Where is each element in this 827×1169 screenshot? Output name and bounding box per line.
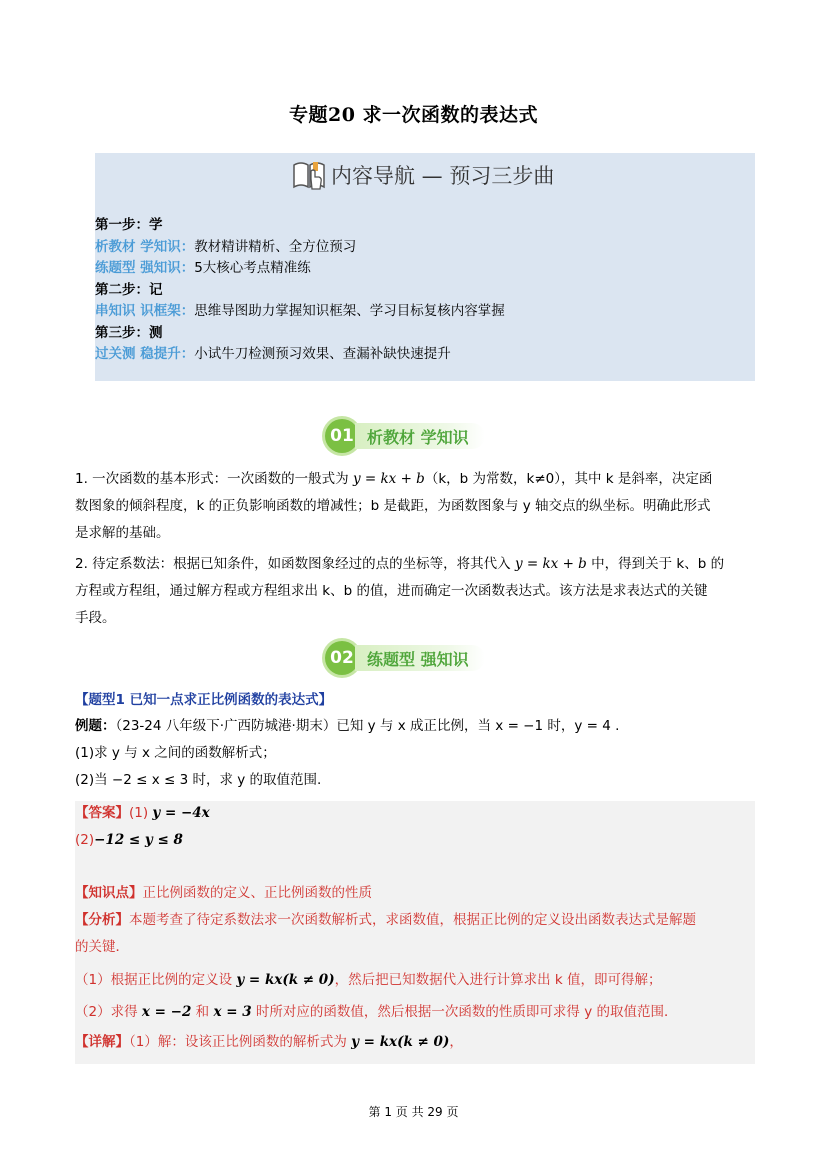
analysis-formula: x = 3	[213, 1004, 252, 1020]
section-badge-02	[325, 641, 485, 675]
navigation-header	[291, 157, 554, 193]
answer-formula: y = −4x	[152, 805, 210, 821]
section-number: 01	[325, 419, 359, 453]
section-number: 02	[325, 641, 359, 675]
formula: y = kx + b	[514, 556, 587, 572]
navigation-list	[95, 215, 505, 366]
analysis-line-2: 的关键．	[75, 939, 129, 955]
step-1-heading: 第一步：学	[95, 217, 163, 233]
page-title: 专题20 求一次函数的表达式	[288, 104, 539, 126]
step-2-item: 串知识 识框架：思维导图助力掌握知识框架、学习目标复核内容掌握	[95, 303, 505, 319]
page-footer: 第 1 页 共 29 页	[368, 1105, 459, 1119]
example-line-3: (2)当 −2 ≤ x ≤ 3 时，求 y 的取值范围.	[75, 772, 322, 788]
answer-box	[75, 801, 755, 1064]
section-badge-01	[325, 419, 485, 453]
answer-formula: −12 ≤ y ≤ 8	[94, 832, 183, 848]
knowledge-point-1: 1. 一次函数的基本形式：一次函数的一般式为 y = kx + b（k，b 为常数，k≠0），其中 k 是斜率，决定函 数图象的倾斜程度，k 的正负影响函数的增减性；b 是截距，为函数图象与 y 轴交点的纵坐标。明确此形式 是求解的基础。	[75, 471, 713, 541]
analysis-formula: y = kx(k ≠ 0)	[236, 972, 335, 988]
navigation-header-text: 内容导航 — 预习三步曲	[331, 164, 555, 188]
section-label: 析教材 学知识	[355, 423, 485, 449]
question-type-title: 【题型1 已知一点求正比例函数的表达式】	[75, 692, 333, 708]
step-1-item: 练题型 强知识：5大核心考点精准练	[95, 260, 311, 276]
analysis-line-1: 【分析】本题考查了待定系数法求一次函数解析式，求函数值，根据正比例的定义设出函数表达式是解题	[75, 912, 696, 928]
step-1-item: 析教材 学知识：教材精讲精析、全方位预习	[95, 238, 357, 255]
example-line-2: (1)求 y 与 x 之间的函数解析式；	[75, 745, 276, 761]
analysis-formula: x = −2	[141, 1004, 192, 1020]
knowledge-point-2: 2. 待定系数法：根据已知条件，如函数图象经过的点的坐标等，将其代入 y = kx + b 中，得到关于 k、b 的 方程或方程组，通过解方程或方程组求出 k、b 的值，进而确定一次函数表达式。该方法是求表达式的关键 手段。	[75, 556, 725, 626]
formula: y = kx + b	[352, 471, 425, 487]
content-navigation-box	[95, 153, 755, 381]
book-pointer-icon	[291, 157, 327, 193]
section-label: 练题型 强知识	[355, 645, 485, 671]
example-line-1: 例题：（23-24 八年级下·广西防城港·期末）已知 y 与 x 成正比例，当 x = −1 时，y = 4 .	[75, 718, 620, 734]
detail-line-1: 【详解】（1）解：设该正比例函数的解析式为 y = kx(k ≠ 0)，	[75, 1034, 463, 1050]
detail-formula: y = kx(k ≠ 0)	[351, 1034, 450, 1050]
analysis-line-4: （2）求得 x = −2 和 x = 3 时所对应的函数值，然后根据一次函数的性质即可求得 y 的取值范围．	[75, 1004, 678, 1020]
step-3-heading: 第三步：测	[95, 324, 163, 341]
analysis-line-3: （1）根据正比例的定义设 y = kx(k ≠ 0)，然后把已知数据代入进行计算求出 k 值，即可得解；	[75, 972, 662, 988]
answer-line-1: 【答案】(1) y = −4x	[75, 805, 210, 821]
step-2-heading: 第二步：记	[95, 281, 163, 298]
answer-line-2: (2)−12 ≤ y ≤ 8	[75, 832, 183, 848]
step-3-item: 过关测 稳提升：小试牛刀检测预习效果、查漏补缺快速提升	[95, 346, 451, 362]
knowledge-point-line: 【知识点】正比例函数的定义、正比例函数的性质	[75, 885, 372, 901]
